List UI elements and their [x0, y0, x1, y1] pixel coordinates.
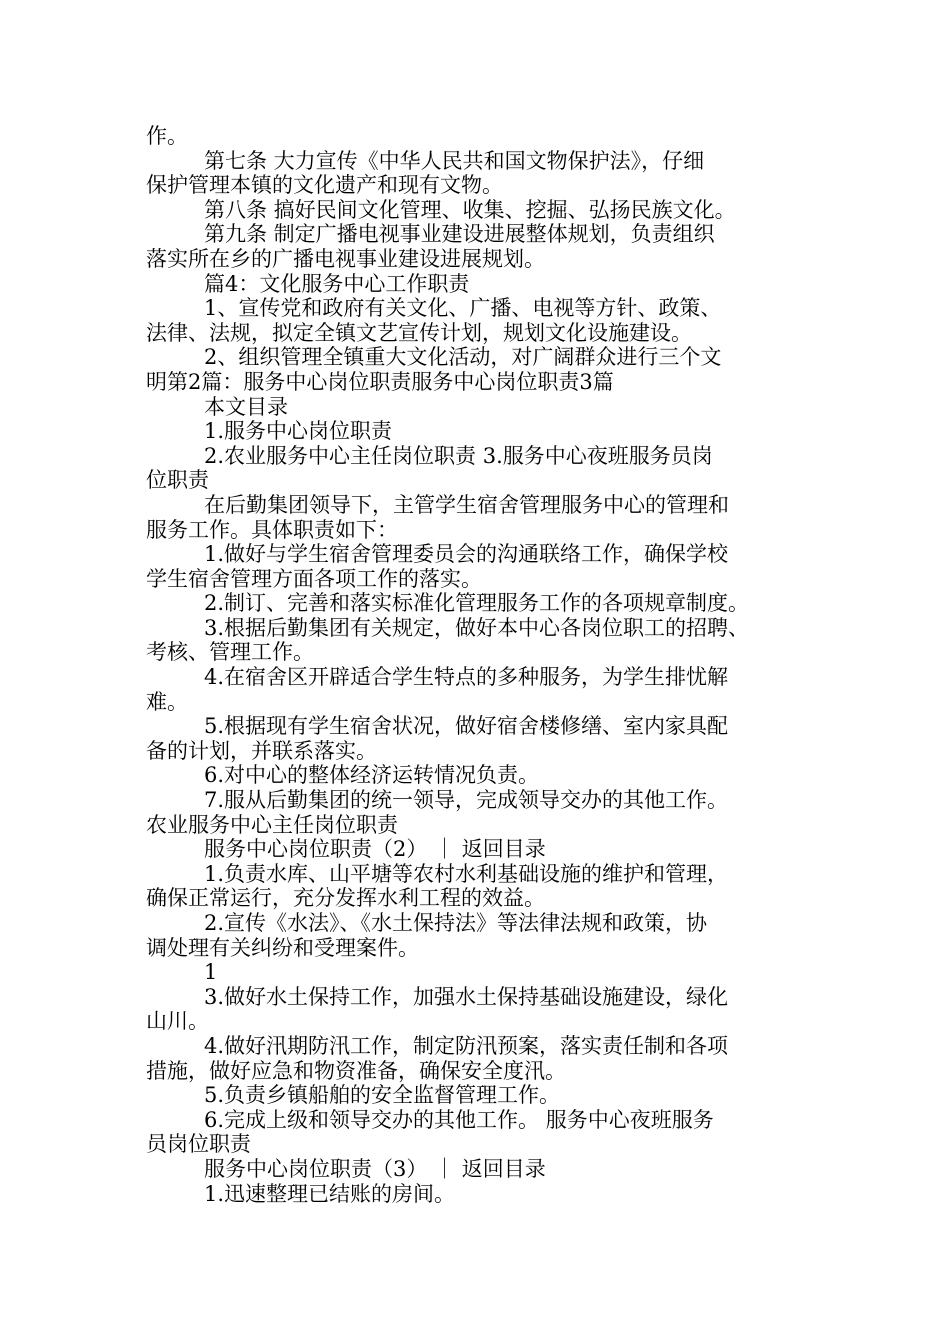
section-heading: 篇4：文化服务中心工作职责 — [204, 271, 470, 296]
text-line: 3.根据后勤集团有关规定，做好本中心各岗位职工的招聘、 — [204, 615, 750, 640]
text-line: 6.完成上级和领导交办的其他工作。 服务中心夜班服务 — [204, 1107, 714, 1132]
text-line: 5.负责乡镇船舶的安全监督管理工作。 — [204, 1083, 561, 1108]
text-line: 山川。 — [146, 1009, 209, 1034]
toc-heading: 本文目录 — [204, 394, 288, 419]
text-line: 落实所在乡的广播电视事业建设进展规划。 — [146, 246, 545, 271]
text-line: 措施，做好应急和物资准备，确保安全度汛。 — [146, 1058, 566, 1083]
section-nav: 服务中心岗位职责（3） ｜ 返回目录 — [204, 1156, 546, 1181]
text-line: 6.对中心的整体经济运转情况负责。 — [204, 763, 540, 788]
text-line: 难。 — [146, 689, 188, 714]
section-nav: 服务中心岗位职责（2） ｜ 返回目录 — [204, 837, 546, 862]
text-line: 考核、管理工作。 — [146, 640, 314, 665]
text-line: 5.根据现有学生宿舍状况，做好宿舍楼修缮、室内家具配 — [204, 714, 729, 739]
text-line: 2.宣传《水法》、《水土保持法》等法律法规和政策，协 — [204, 911, 708, 935]
text-line: 员岗位职责 — [146, 1132, 251, 1157]
text-line: 第八条 搞好民间文化管理、收集、挖掘、弘扬民族文化。 — [204, 197, 736, 222]
page-number: 1 — [204, 960, 218, 985]
text-line: 备的计划，并联系落实。 — [146, 738, 377, 763]
text-line: 第七条 大力宣传《中华人民共和国文物保护法》，仔细 — [204, 148, 705, 173]
text-line: 保护管理本镇的文化遗产和现有文物。 — [146, 173, 503, 198]
text-line: 1.做好与学生宿舍管理委员会的沟通联络工作，确保学校 — [204, 542, 729, 567]
text-line: 2.制订、完善和落实标准化管理服务工作的各项规章制度。 — [204, 591, 750, 616]
text-line: 作。 — [146, 124, 188, 148]
text-line: 第九条 制定广播电视事业建设进展整体规划，负责组织 — [204, 222, 715, 247]
text-line: 1、宣传党和政府有关文化、广播、电视等方针、政策、 — [204, 296, 722, 321]
text-line: 1.负责水库、山平塘等农村水利基础设施的维护和管理， — [204, 861, 729, 886]
text-line: 调处理有关纠纷和受理案件。 — [146, 935, 419, 960]
text-line: 确保正常运行，充分发挥水利工程的效益。 — [146, 886, 545, 911]
text-line: 法律、法规，拟定全镇文艺宣传计划，规划文化设施建设。 — [146, 320, 692, 345]
text-line: 服务工作。具体职责如下： — [146, 517, 398, 542]
text-line: 1.迅速整理已结账的房间。 — [204, 1181, 456, 1206]
text-line: 4.在宿舍区开辟适合学生特点的多种服务，为学生排忧解 — [204, 665, 729, 690]
text-line: 4.做好汛期防汛工作，制定防汛预案，落实责任制和各项 — [204, 1033, 729, 1058]
text-line: 2、组织管理全镇重大文化活动，对广阔群众进行三个文 — [204, 345, 722, 370]
toc-item: 2.农业服务中心主任岗位职责 3.服务中心夜班服务员岗 — [204, 443, 713, 468]
toc-item: 1.服务中心岗位职责 — [204, 419, 393, 444]
text-line: 明第2篇：服务中心岗位职责服务中心岗位职责3篇 — [146, 369, 614, 394]
text-line: 7.服从后勤集团的统一领导，完成领导交办的其他工作。 — [204, 788, 729, 813]
text-line: 位职责 — [146, 468, 209, 493]
text-line: 3.做好水土保持工作，加强水土保持基础设施建设，绿化 — [204, 984, 729, 1009]
text-line: 学生宿舍管理方面各项工作的落实。 — [146, 566, 482, 591]
section-heading: 农业服务中心主任岗位职责 — [146, 812, 398, 837]
document-body — [146, 124, 836, 1206]
text-line: 在后勤集团领导下，主管学生宿舍管理服务中心的管理和 — [204, 492, 729, 517]
